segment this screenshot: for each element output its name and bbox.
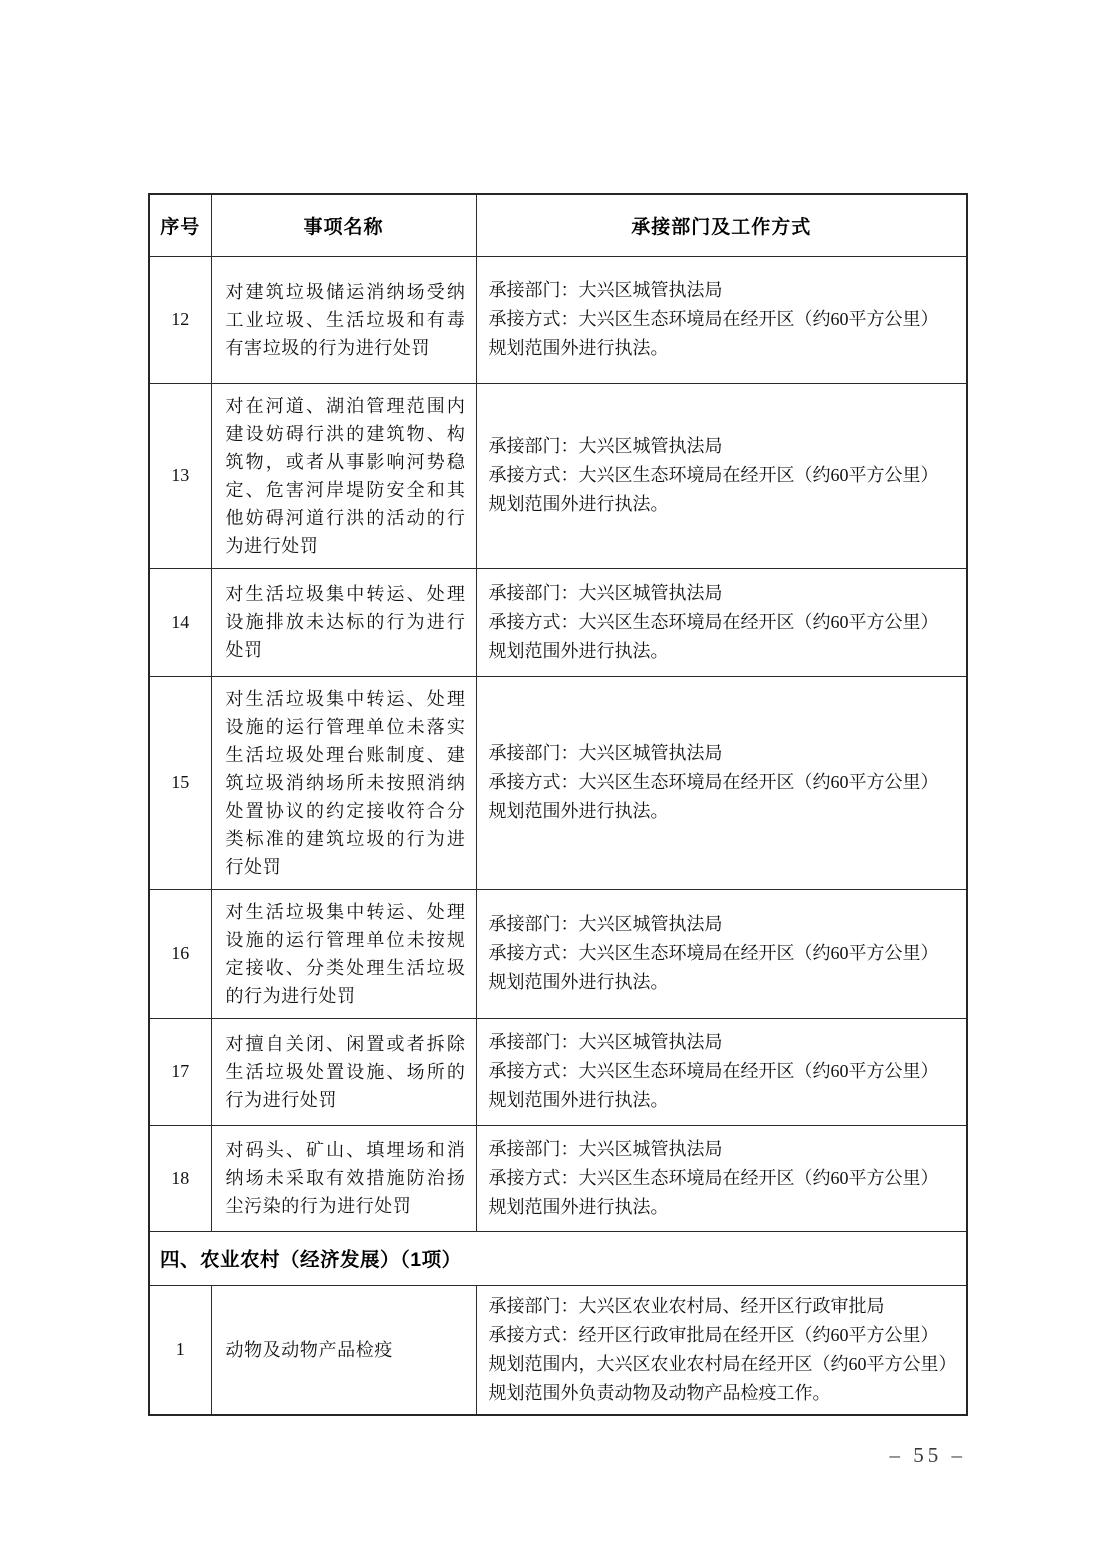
row-index: 15: [149, 676, 211, 889]
table-row: [149, 256, 967, 383]
table-row: [149, 676, 967, 889]
undertaking-dept: 承接部门：大兴区农业农村局、经开区行政审批局: [488, 1295, 885, 1316]
undertaking-dept: 承接部门：大兴区城管执法局: [488, 436, 723, 456]
undertaking-method: 承接方式：大兴区生态环境局在经开区（约60平方公里）规划范围外进行执法。: [488, 1167, 939, 1217]
item-name: 对生活垃圾集中转运、处理设施的运行管理单位未落实生活垃圾处理台账制度、建筑垃圾消纳场所未按照消纳处置协议的约定接收符合分类标准的建筑垃圾的行为进行处罚: [211, 676, 476, 889]
table-row: [149, 568, 967, 676]
col-header-index: 序号: [149, 194, 211, 256]
item-name: 对擅自关闭、闲置或者拆除生活垃圾处置设施、场所的行为进行处罚: [211, 1018, 476, 1125]
undertaking-cell: [476, 1125, 967, 1231]
item-name: 对码头、矿山、填埋场和消纳场未采取有效措施防治扬尘污染的行为进行处罚: [211, 1125, 476, 1231]
item-name: 对在河道、湖泊管理范围内建设妨碍行洪的建筑物、构筑物，或者从事影响河势稳定、危害河岸堤防安全和其他妨碍河道行洪的活动的行为进行处罚: [211, 383, 476, 568]
table-row: [149, 889, 967, 1018]
section-header: 四、农业农村（经济发展）（1项）: [149, 1231, 967, 1285]
col-header-item-name: 事项名称: [211, 194, 476, 256]
item-name: 动物及动物产品检疫: [211, 1285, 476, 1415]
item-name: 对生活垃圾集中转运、处理设施排放未达标的行为进行处罚: [211, 568, 476, 676]
undertaking-cell: [476, 568, 967, 676]
row-index: 17: [149, 1018, 211, 1125]
undertaking-method: 承接方式：大兴区生态环境局在经开区（约60平方公里）规划范围外进行执法。: [488, 943, 939, 992]
item-name: 对生活垃圾集中转运、处理设施的运行管理单位未按规定接收、分类处理生活垃圾的行为进行处罚: [211, 889, 476, 1018]
table-row: [149, 1285, 967, 1415]
section-header-row: [149, 1231, 967, 1285]
undertaking-cell: [476, 889, 967, 1018]
undertaking-dept: 承接部门：大兴区城管执法局: [488, 914, 723, 934]
table-row: [149, 1125, 967, 1231]
undertaking-dept: 承接部门：大兴区城管执法局: [488, 1138, 723, 1159]
undertaking-method: 承接方式：大兴区生态环境局在经开区（约60平方公里）规划范围外进行执法。: [488, 465, 939, 514]
undertaking-dept: 承接部门：大兴区城管执法局: [488, 1032, 723, 1052]
row-index: 18: [149, 1125, 211, 1231]
col-header-undertaking: 承接部门及工作方式: [476, 194, 967, 256]
row-index: 1: [149, 1285, 211, 1415]
row-index: 14: [149, 568, 211, 676]
undertaking-method: 承接方式：大兴区生态环境局在经开区（约60平方公里）规划范围外进行执法。: [488, 309, 939, 358]
undertaking-dept: 承接部门：大兴区城管执法局: [488, 582, 723, 603]
item-name: 对建筑垃圾储运消纳场受纳工业垃圾、生活垃圾和有毒有害垃圾的行为进行处罚: [211, 256, 476, 383]
undertaking-method: 承接方式：大兴区生态环境局在经开区（约60平方公里）规划范围外进行执法。: [488, 772, 939, 821]
row-index: 16: [149, 889, 211, 1018]
transfer-items-table: [148, 193, 968, 1416]
table-row: [149, 1018, 967, 1125]
undertaking-cell: [476, 256, 967, 383]
undertaking-cell: [476, 1285, 967, 1415]
undertaking-cell: [476, 383, 967, 568]
undertaking-cell: [476, 1018, 967, 1125]
undertaking-dept: 承接部门：大兴区城管执法局: [488, 743, 723, 763]
row-index: 12: [149, 256, 211, 383]
row-index: 13: [149, 383, 211, 568]
undertaking-dept: 承接部门：大兴区城管执法局: [488, 280, 723, 300]
page-number: – 55 –: [889, 1443, 966, 1467]
undertaking-cell: [476, 676, 967, 889]
undertaking-method: 承接方式：大兴区生态环境局在经开区（约60平方公里）规划范围外进行执法。: [488, 611, 939, 661]
undertaking-method: 承接方式：经开区行政审批局在经开区（约60平方公里）规划范围内，大兴区农业农村局在经开区（约60平方公里）规划范围外负责动物及动物产品检疫工作。: [488, 1324, 948, 1403]
table-row: [149, 383, 967, 568]
undertaking-method: 承接方式：大兴区生态环境局在经开区（约60平方公里）规划范围外进行执法。: [488, 1061, 939, 1110]
table-header-row: [149, 194, 967, 256]
